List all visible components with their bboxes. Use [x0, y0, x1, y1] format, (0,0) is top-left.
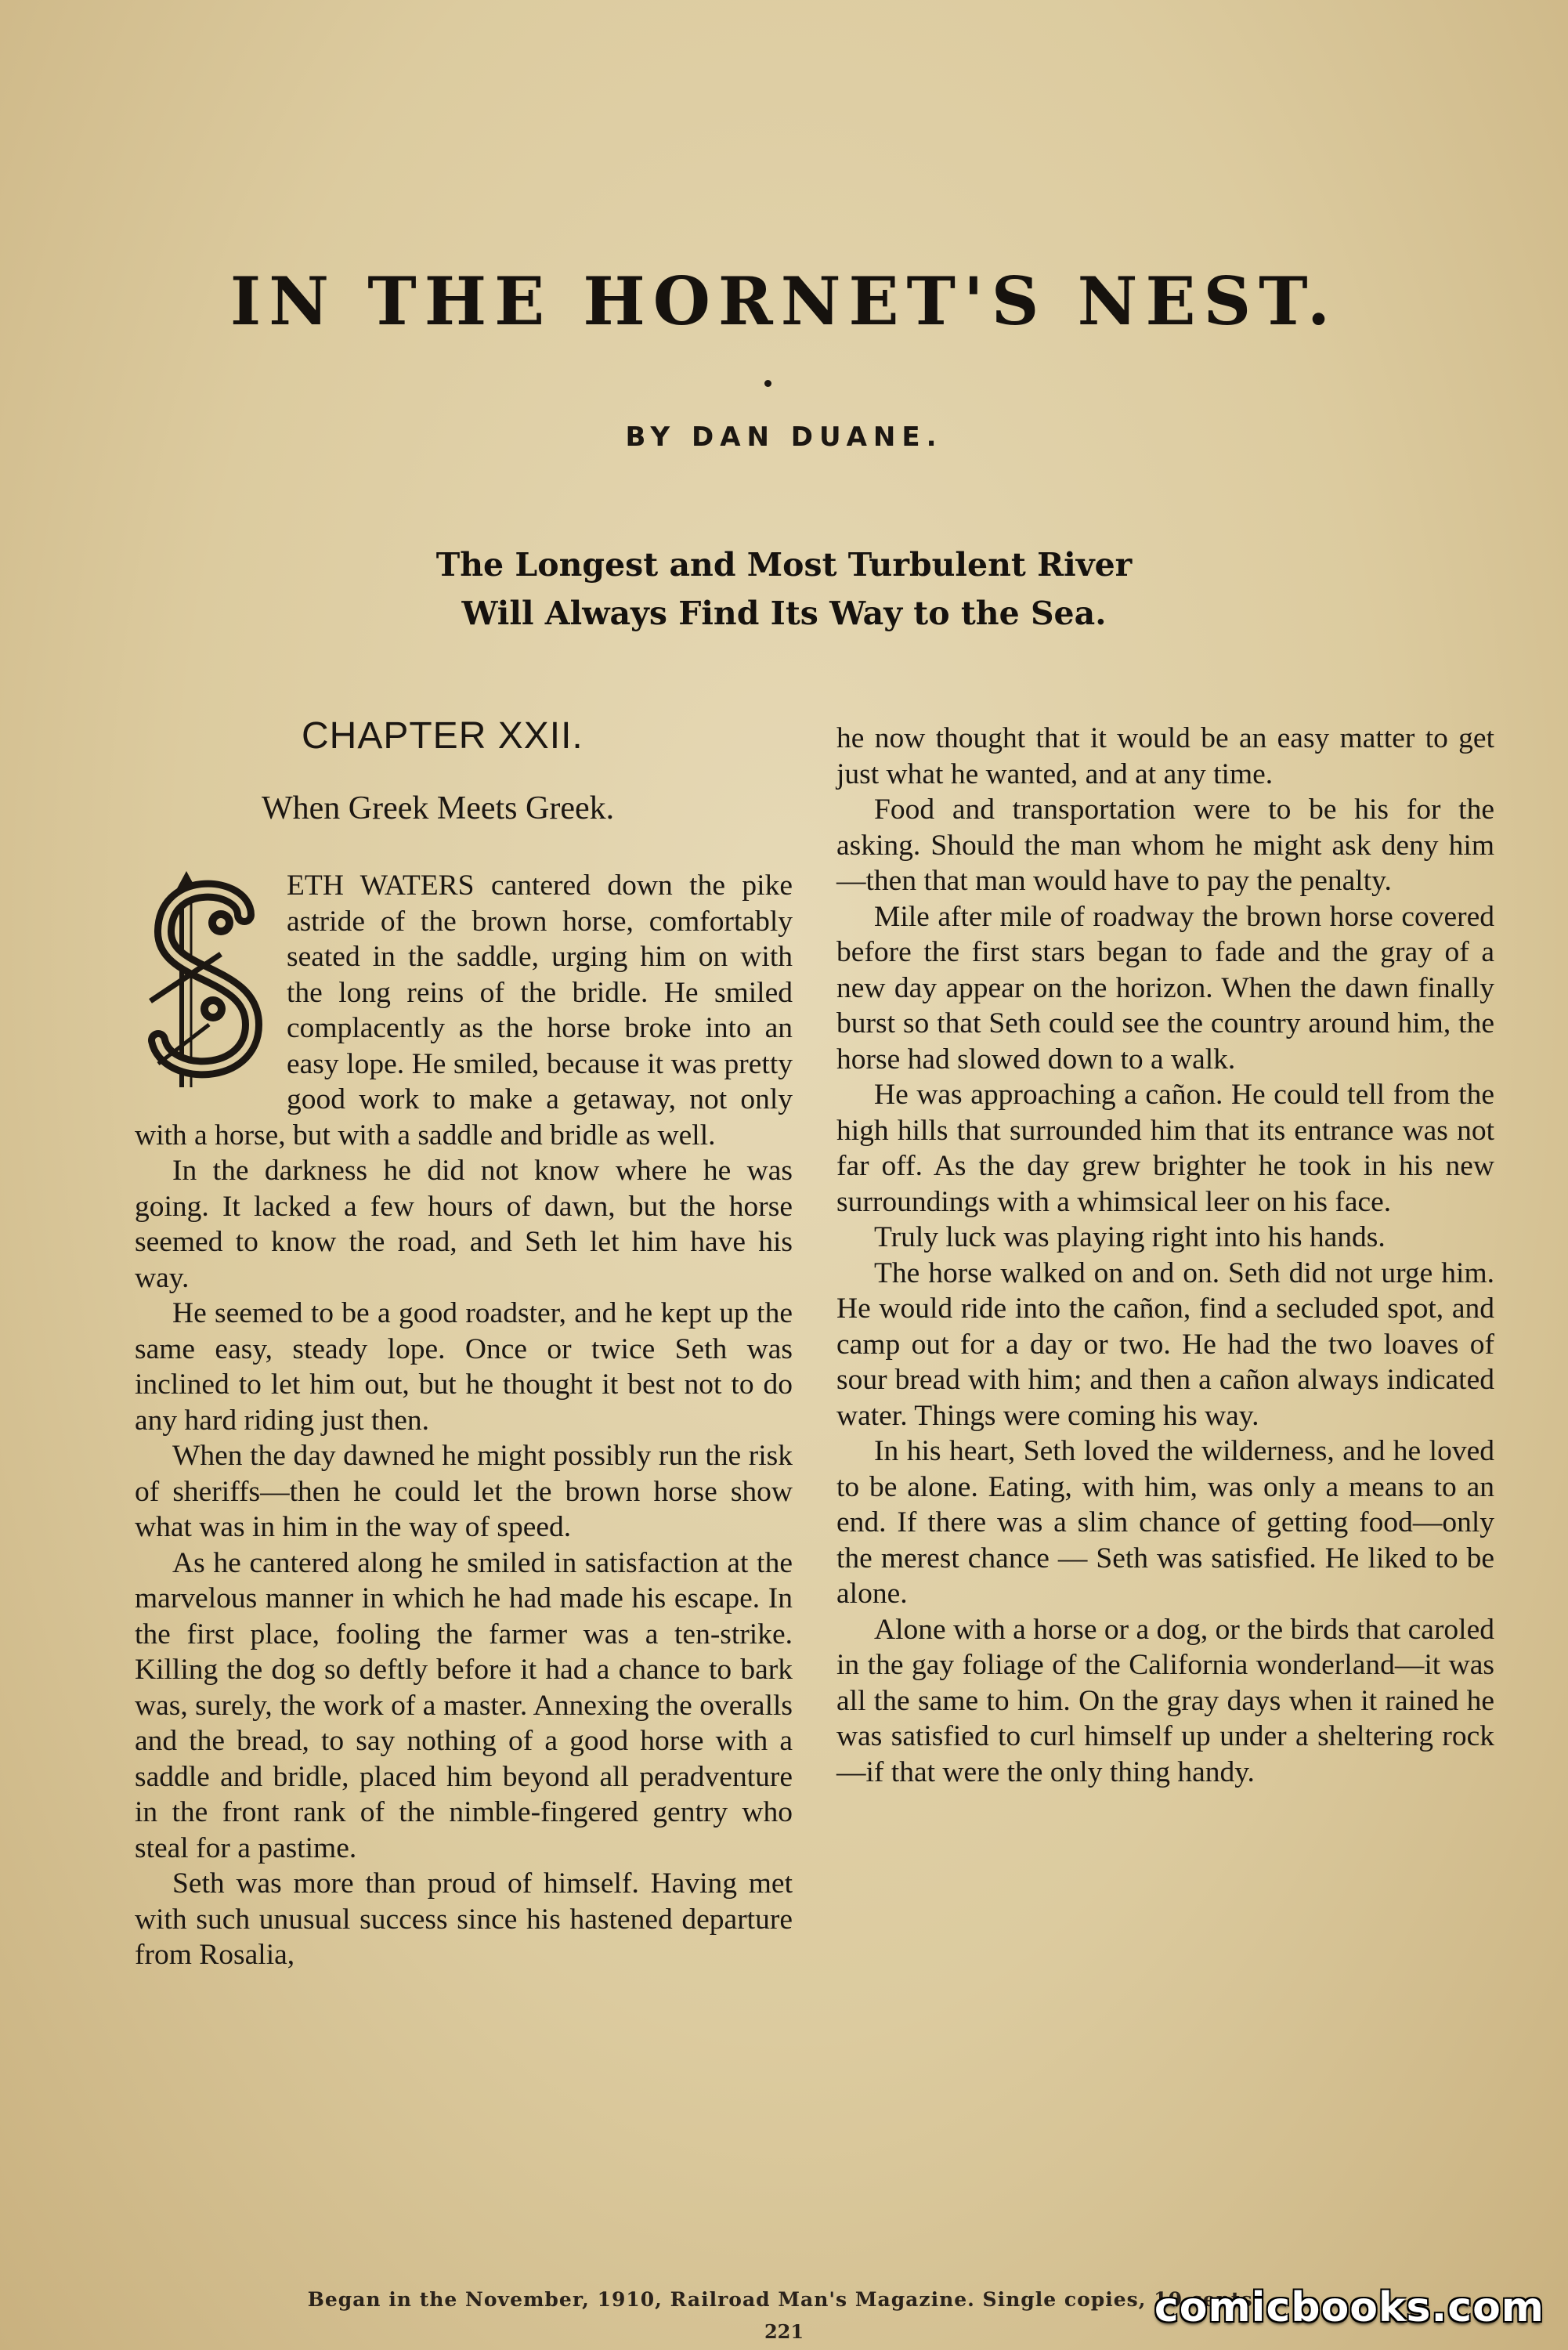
serial-footnote: Began in the November, 1910, Railroad Man's Magazine. Single copies, 10 cents.	[307, 2288, 1261, 2311]
left-column	[135, 868, 793, 1973]
story-subtitle	[0, 540, 1568, 638]
page-number: 221	[764, 2320, 804, 2343]
paragraph: Mile after mile of roadway the brown horse covered before the first stars began to fade and the gray of a new day appear on the horizon. When the dawn finally burst so that Seth could see the country around him, the horse had slowed down to a walk.	[836, 900, 1494, 1076]
paragraph: He was approaching a cañon. He could tell from the high hills that surrounded him that its entrance was not far off. As the day grew brighter he took in his new surroundings with a whimsical leer on his face.	[836, 1079, 1494, 1218]
author-byline: BY DAN DUANE.	[625, 421, 943, 453]
paragraph: The horse walked on and on. Seth did not urge him. He would ride into the cañon, find a secluded spot, and camp out for a day or two. He had the two loaves of sour bread with him; and then a cañon always indicated water. Things were coming his way.	[836, 1256, 1494, 1432]
paragraph: He seemed to be a good roadster, and he kept up the same easy, steady lope. Once or twice Seth was inclined to let him out, but he thought it best not to do any hard riding just then.	[135, 1297, 793, 1437]
drop-cap-s-ornament	[135, 868, 277, 1092]
subtitle-line-1: The Longest and Most Turbulent River	[435, 546, 1133, 584]
paragraph: Truly luck was playing right into his hands.	[874, 1221, 1386, 1253]
paragraph: Alone with a horse or a dog, or the birds that caroled in the gay foliage of the California wonderland—it was all the same to him. On the gray days when it rained he was satisfied to curl himself up under a sheltering rock—if that were the only thing handy.	[836, 1613, 1494, 1788]
paragraph: Food and transportation were to be his for the asking. Should the man whom he might ask deny him—then that man would have to pay the penalty.	[836, 794, 1494, 897]
paragraph: Seth was more than proud of himself. Having met with such unusual success since his hastened departure from Rosalia,	[135, 1867, 793, 1971]
subtitle-line-2: Will Always Find Its Way to the Sea.	[461, 595, 1107, 632]
site-watermark: comicbooks.com	[1154, 2284, 1545, 2331]
paragraph: As he cantered along he smiled in satisfaction at the marvelous manner in which he had made his escape. In the first place, fooling the farmer was a ten-strike. Killing the dog so deftly before it had a chance to bark was, surely, the work of a master. Annexing the overalls and the bread, to say nothing of a good horse with a saddle and bridle, placed him beyond all peradventure in the front rank of the nimble-fingered gentry who steal for a pastime.	[135, 1546, 793, 1864]
story-title: IN THE HORNET'S NEST.	[229, 262, 1339, 340]
paragraph: he now thought that it would be an easy matter to get just what he wanted, and at any time.	[836, 722, 1494, 790]
paragraph: When the day dawned he might possibly run the risk of sheriffs—then he could let the brown horse show what was in him in the way of speed.	[135, 1440, 793, 1543]
paragraph: In his heart, Seth loved the wilderness, and he loved to be alone. Eating, with him, was only a means to an end. If there was a slim chance of getting food—only the merest chance — Seth was satisfied. He liked to be alone.	[836, 1435, 1494, 1610]
ornament-dot	[764, 380, 771, 387]
chapter-heading: When Greek Meets Greek.	[262, 790, 615, 826]
right-column	[836, 721, 1494, 1790]
paragraph: ETH WATERS cantered down the pike astride of the brown horse, comfortably seated in the saddle, urging him on with the long reins of the bridle. He smiled complacently as the horse broke into an easy lope. He smiled, because it was pretty good work to make a getaway, not only with a horse, but with a saddle and bridle as well.	[135, 870, 793, 1152]
paragraph: In the darkness he did not know where he was going. It lacked a few hours of dawn, but the horse seemed to know the road, and Seth let him have his way.	[135, 1155, 793, 1294]
chapter-number: CHAPTER XXII.	[302, 715, 583, 757]
